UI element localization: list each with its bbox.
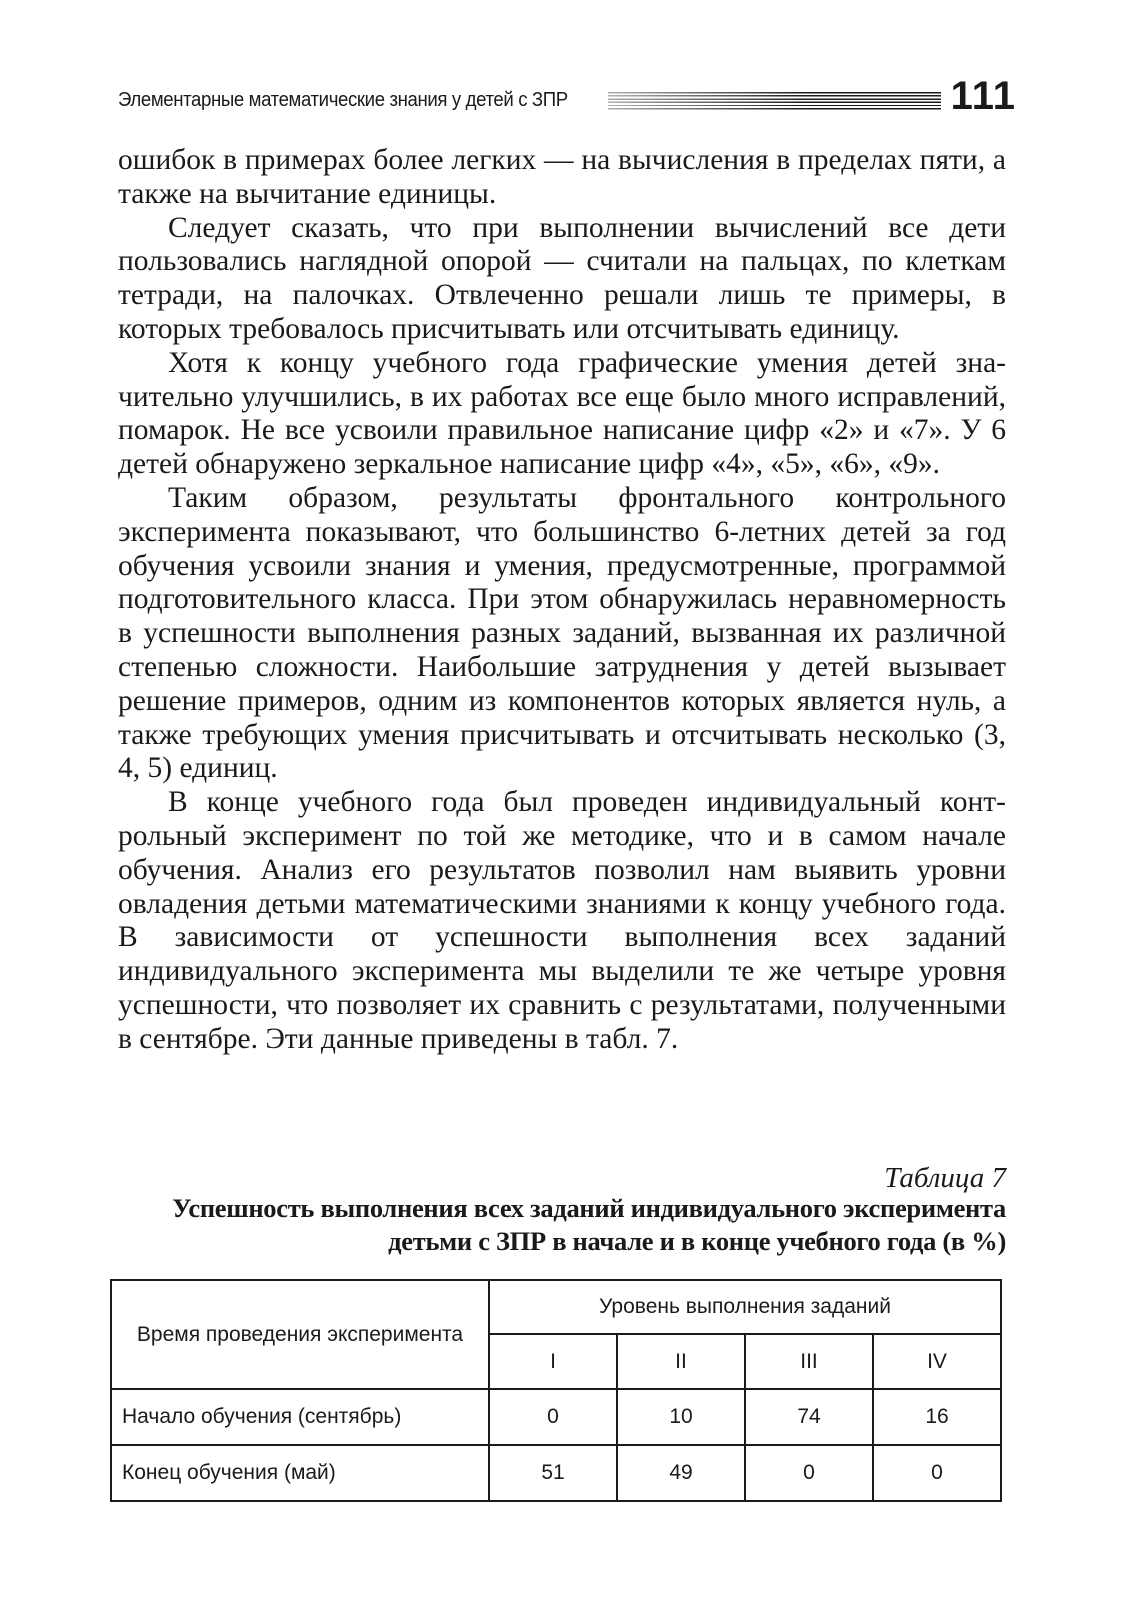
table-cell: 0 bbox=[745, 1445, 873, 1501]
paragraph: В конце учебного года был проведен индивидуальный контрольный эксперимент по той же методике, что и в самом начале обучения. Анализ его результатов позволил нам выявить уровни овладения детьми математическими знаниями к концу учебного года. В зависимости от успешности выполнения всех заданий индивидуального эксперимента мы выделили те же четыре уровня успешности, что позволяет их сравнить с результатами, полученными в сентябре. Эти данные приведены в табл. 7. bbox=[118, 786, 1006, 1055]
table-cell: 74 bbox=[745, 1389, 873, 1445]
level-header: I bbox=[489, 1334, 617, 1389]
table-group-header: Уровень выполнения заданий bbox=[489, 1280, 1001, 1334]
table-label: Таблица 7 bbox=[884, 1162, 1006, 1194]
paragraph: Следует сказать, что при выполнении вычислений все дети пользовались наглядной опорой — считали на пальцах, по клеткам тетради, на палочках. Отвлеченно решали лишь те примеры, в которых требовалось присчитывать или отсчитывать единицу. bbox=[118, 211, 1006, 345]
level-header: IV bbox=[873, 1334, 1001, 1389]
table-cell: 10 bbox=[617, 1389, 745, 1445]
table-cell: 0 bbox=[489, 1389, 617, 1445]
table-cell: 0 bbox=[873, 1445, 1001, 1501]
table-cell: 16 bbox=[873, 1389, 1001, 1445]
table-header-row bbox=[111, 1280, 1001, 1334]
table-row bbox=[111, 1445, 1001, 1501]
page-number: 111 bbox=[950, 74, 1016, 118]
results-table bbox=[110, 1279, 1002, 1502]
body-text bbox=[118, 144, 1006, 1057]
table-corner-header: Время проведения эксперимента bbox=[111, 1280, 489, 1389]
level-header: III bbox=[745, 1334, 873, 1389]
row-label: Конец обучения (май) bbox=[111, 1445, 489, 1501]
running-title: Элементарные математические знания у детей с ЗПР bbox=[118, 89, 568, 111]
paragraph: Таким образом, результаты фронтального контрольного эксперимента показывают, что большинство 6-летних детей за год обучения усвоили знания и умения, предусмотренные, программой подготовительного класса. При этом обнаружилась неравномерность в успешности выполнения разных заданий, вызванная их различной степенью сложности. Наибольшие затруднения у детей вызывает решение примеров, одним из компонентов которых является нуль, а также требующих умения присчитывать и отсчитывать несколько (3, 4, 5) единиц. bbox=[118, 481, 1006, 785]
table-cell: 49 bbox=[617, 1445, 745, 1501]
paragraph: Хотя к концу учебного года графические умения детей значительно улучшились, в их работах все еще было много исправлений, помарок. Не все усвоили правильное написание цифр «2» и «7». У 6 детей обнаружено зеркальное написание цифр «4», «5», «6», «9». bbox=[118, 346, 1006, 481]
table-cell: 51 bbox=[489, 1445, 617, 1501]
header-rule-lines bbox=[608, 92, 941, 110]
level-header: II bbox=[617, 1334, 745, 1389]
table-title: Успешность выполнения всех заданий индивидуального эксперимента детьми с ЗПР в начале и в конце учебного года (в %) bbox=[172, 1193, 1006, 1256]
running-header bbox=[118, 76, 1016, 116]
paragraph-continuation: ошибок в примерах более легких — на вычисления в пределах пяти, а также на вычитание единицы. bbox=[118, 144, 1006, 210]
row-label: Начало обучения (сентябрь) bbox=[111, 1389, 489, 1445]
table-row bbox=[111, 1389, 1001, 1445]
